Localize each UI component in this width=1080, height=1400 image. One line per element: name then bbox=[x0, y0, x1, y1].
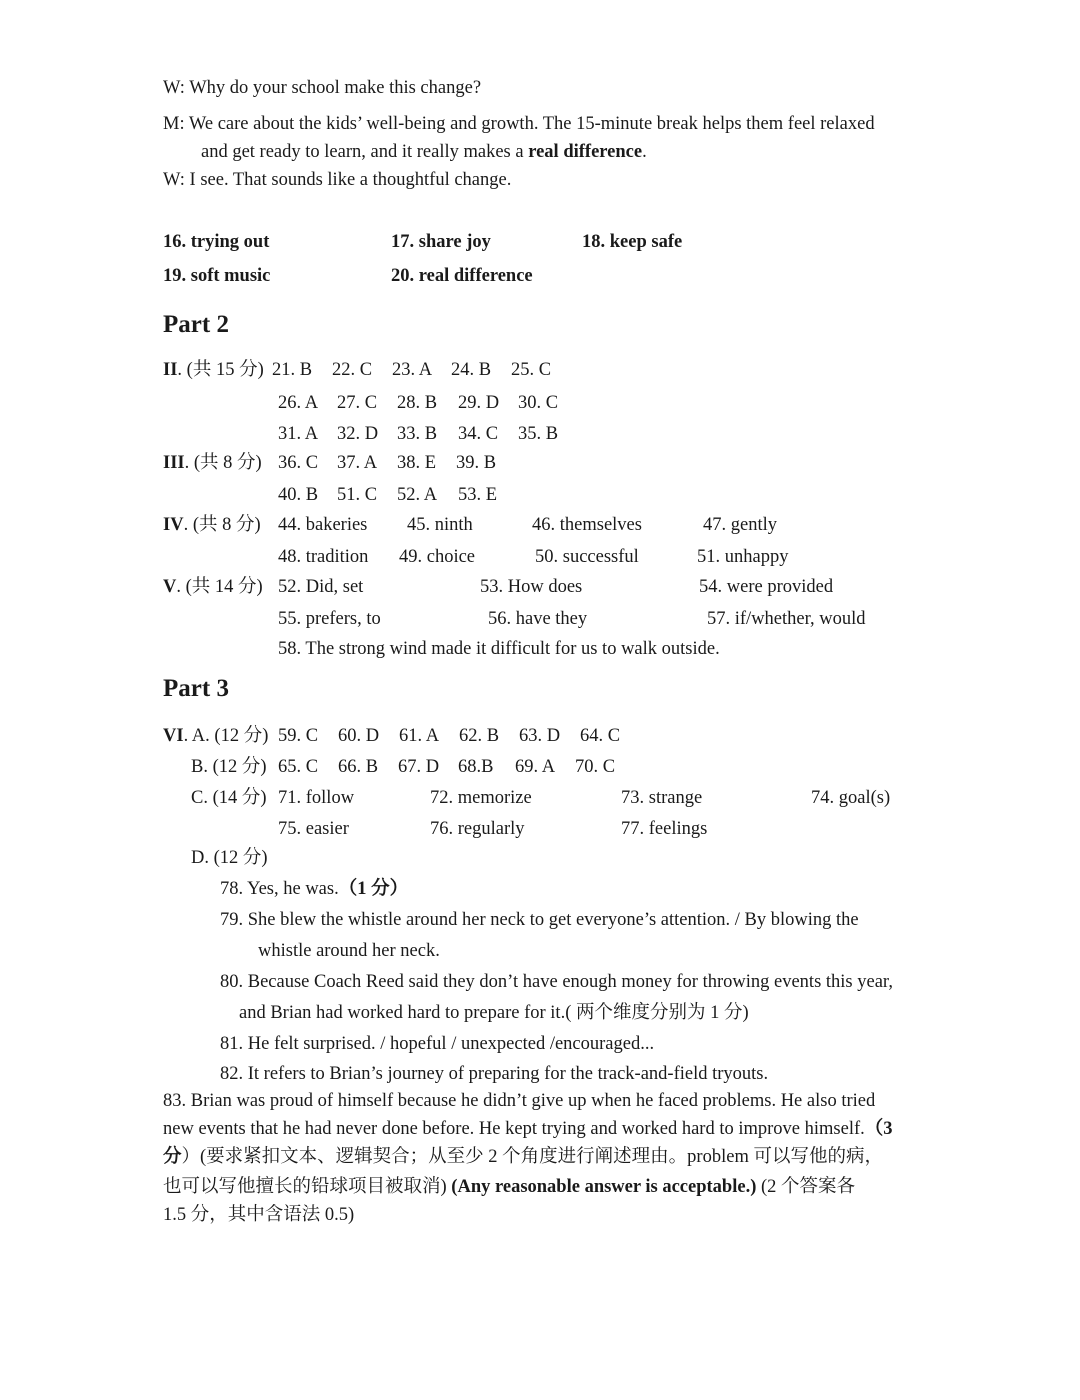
section-vi-c-label: C. (14 分) bbox=[191, 788, 267, 808]
answer-item: 58. The strong wind made it difficult for us to walk outside. bbox=[278, 639, 720, 659]
answer-item: 28. B bbox=[397, 393, 438, 413]
answer-83-line5: 1.5 分，其中含语法 0.5) bbox=[163, 1205, 355, 1225]
section-vi-d-label: D. (12 分) bbox=[191, 848, 268, 868]
answer-20: 20. real difference bbox=[391, 266, 533, 286]
answer-item: 36. C bbox=[278, 453, 319, 473]
answer-item: 45. ninth bbox=[407, 515, 473, 535]
answer-18: 18. keep safe bbox=[582, 232, 683, 252]
dialogue-line-w1 bbox=[163, 79, 481, 98]
answer-item: 35. B bbox=[518, 424, 559, 444]
answer-item: 49. choice bbox=[399, 547, 476, 567]
section-vi-a-label: VI. A. (12 分) bbox=[163, 726, 269, 746]
answer-80: 80. Because Coach Reed said they don’t have enough money for throwing events this year, bbox=[220, 972, 893, 992]
answer-81: 81. He felt surprised. / hopeful / unexpected /encouraged... bbox=[220, 1034, 655, 1054]
dialogue-line-m1-cont: and get ready to learn, and it really makes a real difference. bbox=[201, 142, 647, 162]
answer-item: 47. gently bbox=[703, 515, 777, 535]
answer-item: 54. were provided bbox=[699, 577, 834, 597]
answer-item: 32. D bbox=[337, 424, 379, 444]
section-iii-label: III. (共 8 分) bbox=[163, 453, 262, 473]
answer-item: 21. B bbox=[272, 360, 313, 380]
answer-item: 25. C bbox=[511, 360, 552, 380]
answer-83-line4: 也可以写他擅长的铅球项目被取消) (Any reasonable answer is acceptable.) (2 个答案各 bbox=[163, 1177, 856, 1197]
answer-item: 52. Did, set bbox=[278, 577, 364, 597]
answer-item: 44. bakeries bbox=[278, 515, 368, 535]
answer-item: 56. have they bbox=[488, 609, 588, 629]
speaker: W: bbox=[163, 78, 185, 98]
part3-heading: Part 3 bbox=[163, 675, 229, 702]
answer-78: 78. Yes, he was.（1 分） bbox=[220, 879, 409, 899]
dialogue-line-w2 bbox=[163, 171, 511, 190]
answer-82: 82. It refers to Brian’s journey of preparing for the track-and-field tryouts. bbox=[220, 1064, 769, 1084]
answer-83-line3: 分）(要求紧扣文本、逻辑契合；从至少 2 个角度进行阐述理由。problem 可以写他的病， bbox=[163, 1147, 883, 1167]
answer-item: 33. B bbox=[397, 424, 438, 444]
section-ii-label: II. (共 15 分) bbox=[163, 360, 264, 380]
answer-item: 38. E bbox=[397, 453, 437, 473]
answer-item: 29. D bbox=[458, 393, 500, 413]
answer-83: 83. Brian was proud of himself because he didn’t give up when he faced problems. He also tried bbox=[163, 1091, 876, 1111]
answer-item: 70. C bbox=[575, 757, 616, 777]
bold-answer: real difference bbox=[528, 142, 643, 162]
answer-item: 51. C bbox=[337, 485, 378, 505]
section-vi-b-label: B. (12 分) bbox=[191, 757, 267, 777]
answer-item: 62. B bbox=[459, 726, 500, 746]
answer-item: 55. prefers, to bbox=[278, 609, 381, 629]
answer-item: 60. D bbox=[338, 726, 380, 746]
dialogue-text: Why do your school make this change? bbox=[189, 78, 482, 98]
speaker: M: bbox=[163, 114, 185, 134]
answer-item: 53. How does bbox=[480, 577, 583, 597]
answer-item: 65. C bbox=[278, 757, 319, 777]
answer-item: 77. feelings bbox=[621, 819, 708, 839]
answer-item: 75. easier bbox=[278, 819, 349, 839]
answer-item: 26. A bbox=[278, 393, 319, 413]
answer-item: 30. C bbox=[518, 393, 559, 413]
answer-80-cont: and Brian had worked hard to prepare for it.( 两个维度分别为 1 分) bbox=[239, 1003, 749, 1023]
answer-item: 40. B bbox=[278, 485, 319, 505]
section-v-label: V. (共 14 分) bbox=[163, 577, 263, 597]
answer-79-cont: whistle around her neck. bbox=[258, 941, 440, 961]
answer-item: 59. C bbox=[278, 726, 319, 746]
answer-item: 46. themselves bbox=[532, 515, 642, 535]
speaker: W: bbox=[163, 170, 185, 190]
answer-item: 53. E bbox=[458, 485, 498, 505]
answer-item: 34. C bbox=[458, 424, 499, 444]
dialogue-line-m1 bbox=[163, 115, 875, 134]
answer-item: 52. A bbox=[397, 485, 438, 505]
answer-item: 22. C bbox=[332, 360, 373, 380]
answer-item: 24. B bbox=[451, 360, 492, 380]
answer-item: 74. goal(s) bbox=[811, 788, 891, 808]
answer-item: 51. unhappy bbox=[697, 547, 789, 567]
answer-item: 68.B bbox=[458, 757, 494, 777]
answer-83-line2: new events that he had never done before. He kept trying and worked hard to improve himself.（3 bbox=[163, 1119, 893, 1139]
answer-item: 48. tradition bbox=[278, 547, 369, 567]
answer-item: 61. A bbox=[399, 726, 440, 746]
answer-19: 19. soft music bbox=[163, 266, 271, 286]
answer-item: 73. strange bbox=[621, 788, 703, 808]
answer-item: 66. B bbox=[338, 757, 379, 777]
answer-79: 79. She blew the whistle around her neck to get everyone’s attention. / By blowing the bbox=[220, 910, 859, 930]
answer-item: 50. successful bbox=[535, 547, 639, 567]
answer-item: 76. regularly bbox=[430, 819, 525, 839]
dialogue-text: We care about the kids’ well-being and growth. The 15-minute break helps them feel relaxed bbox=[188, 114, 875, 134]
answer-item: 64. C bbox=[580, 726, 621, 746]
answer-item: 63. D bbox=[519, 726, 561, 746]
answer-item: 23. A bbox=[392, 360, 433, 380]
answer-item: 72. memorize bbox=[430, 788, 532, 808]
answer-17: 17. share joy bbox=[391, 232, 491, 252]
answer-item: 69. A bbox=[515, 757, 556, 777]
answer-item: 27. C bbox=[337, 393, 378, 413]
answer-item: 67. D bbox=[398, 757, 440, 777]
dialogue-text: I see. That sounds like a thoughtful change. bbox=[189, 170, 512, 190]
answer-item: 39. B bbox=[456, 453, 497, 473]
answer-item: 57. if/whether, would bbox=[707, 609, 866, 629]
answer-16: 16. trying out bbox=[163, 232, 270, 252]
part2-heading: Part 2 bbox=[163, 311, 229, 338]
answer-item: 31. A bbox=[278, 424, 319, 444]
answer-item: 37. A bbox=[337, 453, 378, 473]
section-iv-label: IV. (共 8 分) bbox=[163, 515, 261, 535]
answer-item: 71. follow bbox=[278, 788, 355, 808]
